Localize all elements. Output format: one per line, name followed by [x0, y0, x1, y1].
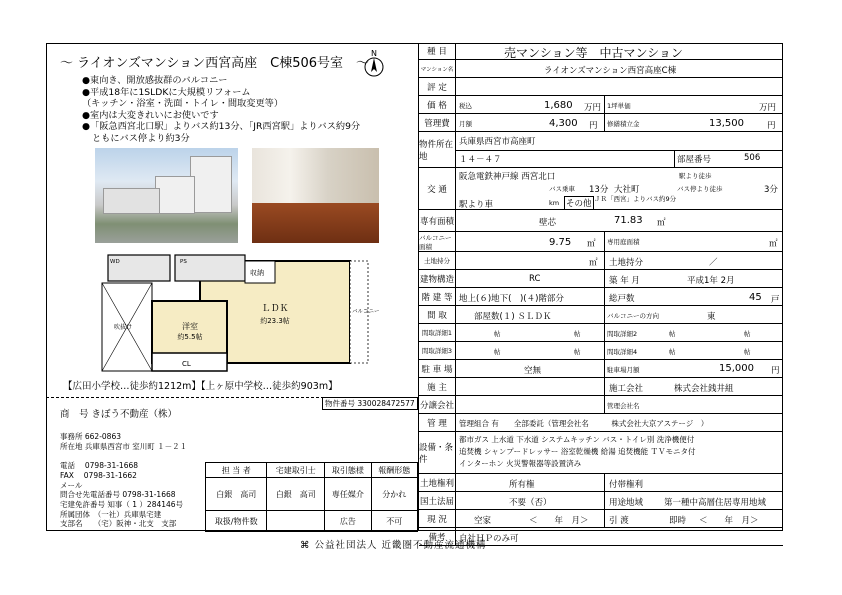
detail4-label: 間取詳細4: [607, 348, 638, 356]
row-label: 間取詳細3: [419, 342, 456, 359]
agent-line: 所属団体 （一社）兵庫県宅建: [60, 509, 162, 519]
agent-line: FAX 0798-31-1662: [60, 470, 137, 480]
parking-value: 空無: [524, 366, 542, 376]
row-label: 間取詳細1: [419, 324, 456, 341]
tatami-unit: 帖: [744, 348, 751, 356]
row-label: 間 取: [419, 306, 456, 323]
agent-line: メール: [60, 480, 83, 490]
tatami-unit: 帖: [574, 330, 581, 338]
agent-line: 事務所 662-0863: [60, 432, 121, 441]
price-value: 1,680: [544, 100, 573, 111]
tatami-unit: 帖: [669, 330, 676, 338]
bus-label: バス乗車: [549, 185, 575, 193]
land-right-value: 所有権: [509, 480, 535, 490]
agent-table-cell: [267, 511, 325, 532]
row-label: 分譲会社: [419, 396, 456, 413]
ldk-area: 約23.3帖: [260, 317, 290, 325]
tatami-unit: 帖: [669, 348, 676, 356]
wood-floor: [252, 203, 379, 243]
western-area: 約5.5帖: [177, 333, 203, 341]
row-label: バルコニー面積: [419, 232, 456, 251]
building-shape: [103, 188, 160, 214]
row-madori-detail1: [419, 324, 783, 342]
attached-right-label: 付帯権利: [609, 480, 644, 490]
row-traffic: [419, 168, 783, 210]
zoning-value: 第一種中高層住居専用地域: [664, 498, 767, 508]
agent-table-cell: 白銀 高司: [206, 478, 267, 511]
agent-line: 宅建免許番号 知事（ 1 ）284146号: [60, 499, 184, 509]
built-value: 平成1年 2月: [687, 276, 735, 286]
genkyo-date: ＜ 年 月＞: [529, 516, 589, 526]
row-hyotei: [419, 78, 783, 96]
row-balcony: [419, 232, 783, 252]
agent-table-cell: 白銀 高司: [267, 478, 325, 511]
school-distances: 【広田小学校…徒歩約1212m】【上ヶ原中学校…徒歩約903m】: [63, 381, 338, 392]
area-kind: 壁芯: [539, 218, 557, 228]
balcony-direction-label: バルコニーの方向: [607, 312, 659, 320]
row-genkyo: [419, 510, 783, 528]
agent-line: 問合せ先電話番号 0798-31-1668: [60, 490, 176, 500]
row-kind: [419, 43, 783, 60]
shuzen-value: 13,500: [709, 118, 744, 129]
bullet-line: ●東向き、開放感抜群のバルコニー: [82, 75, 228, 86]
kanri-unit: 円: [589, 121, 598, 131]
building-shape: [155, 176, 195, 214]
ldk-label: ＬＤＫ: [261, 304, 289, 314]
other-label: その他: [564, 196, 594, 210]
zoning-label: 用途地域: [609, 498, 644, 508]
property-code: 物件番号 330028472577: [322, 397, 418, 410]
room-label: 部屋番号: [677, 155, 712, 165]
balcony-unit: ㎡: [587, 239, 596, 249]
ps-label: PS: [180, 259, 187, 265]
row-floors: [419, 288, 783, 306]
land-share-label: 土地持分: [609, 258, 644, 268]
tatami-unit: 帖: [494, 348, 501, 356]
traffic-eki: 駅より徒歩: [679, 172, 712, 180]
land-unit: ㎡: [589, 258, 598, 268]
row-price: [419, 96, 783, 114]
agent-table: [205, 462, 418, 532]
compass-label: N: [371, 49, 377, 58]
bullet-line: ●「阪急西宮北口駅」よりバス約13分、「JR西宮駅」よりバス約9分: [82, 121, 361, 133]
agent-line: 所在地 兵庫県西宮市 室川町 １－２１: [60, 441, 188, 451]
row-label: 設備・条件: [419, 432, 456, 473]
agent-table-cell: 専任媒介: [325, 478, 371, 511]
shuzen-label: 修繕積立金: [607, 120, 640, 128]
balcony-label: バルコニー: [352, 309, 380, 315]
bus-walk: 3分: [764, 185, 778, 195]
row-label: マンション名: [419, 60, 456, 77]
row-label: 評 定: [419, 78, 456, 95]
property-title: ～ ライオンズマンション西宮高座 C棟506号室 ～: [60, 56, 370, 71]
row-land-right: [419, 474, 783, 492]
traffic-line: 阪急電鉄神戸線 西宮北口: [459, 172, 556, 182]
area-unit: ㎡: [657, 218, 666, 228]
agent-table-cell: 取扱/物件数: [206, 511, 267, 532]
floor-plan: [100, 253, 380, 373]
location-pref: 兵庫県西宮市高座町: [459, 137, 536, 147]
tsubo-label: 1坪単価: [607, 102, 631, 110]
row-parking: [419, 360, 783, 378]
units-label: 総戸数: [609, 294, 635, 304]
row-label: 管 理: [419, 414, 456, 431]
tatami-unit: 帖: [574, 348, 581, 356]
shuzen-unit: 円: [767, 121, 776, 131]
km-label: km: [549, 199, 560, 207]
agent-table-cell: 広告: [325, 511, 371, 532]
row-label: 国土法届: [419, 492, 456, 509]
location-block: １４－４７: [459, 155, 502, 165]
area-value: 71.83: [614, 215, 643, 226]
land-share-value: ／: [709, 258, 718, 268]
row-location: [419, 132, 783, 168]
agent-name: 商 号 きぼう不動産（株）: [60, 409, 178, 420]
row-label: 施 主: [419, 378, 456, 395]
kanri-value: 4,300: [549, 118, 578, 129]
bus-stop: 大社町: [614, 185, 640, 195]
north-compass-icon: [362, 48, 386, 78]
parking-fee-label: 駐車場月額: [607, 366, 640, 374]
setsubi-line: 追焚機 シャンプードレッサー 浴室乾燥機 給湯 追焚機能 ＴＶモニタ付: [459, 447, 696, 456]
row-madori-detail3: [419, 342, 783, 360]
garden-label: 専用庭面積: [607, 238, 640, 246]
bus-min: 13分: [589, 185, 609, 195]
row-label: 土地権利: [419, 474, 456, 491]
setsubi-line: 都市ガス 上水道 下水道 システムキッチン バス・トイレ別 洗浄機便付: [459, 435, 695, 444]
month-label: 月額: [459, 120, 472, 128]
units-value: 45: [749, 292, 762, 303]
western-label: 洋室: [182, 322, 198, 331]
row-label: 備考: [419, 528, 456, 545]
bikou-value: 自社ＨＰのみ可: [459, 534, 519, 544]
cl-label: CL: [182, 360, 191, 368]
row-label: 物件所在地: [419, 132, 456, 167]
agent-table-cell: 分かれ: [371, 478, 417, 511]
row-bikou: [419, 528, 783, 546]
madori-value: 部屋数(１) ＳＬＤＫ: [474, 312, 552, 322]
bullet-line: （キッチン・浴室・洗面・トイレ・間取変更等）: [82, 98, 284, 110]
fukinuke-label: 吹抜け: [114, 324, 133, 331]
row-value: ライオンズマンション西宮高座C棟: [544, 66, 677, 76]
structure-value: RC: [529, 274, 541, 284]
row-label: 種 目: [419, 43, 456, 59]
row-structure: [419, 270, 783, 288]
tatami-unit: 帖: [744, 330, 751, 338]
row-label: 価 格: [419, 96, 456, 113]
tatami-unit: 帖: [494, 330, 501, 338]
agent-table-header: 取引態様: [325, 463, 371, 478]
row-kanri-detail: [419, 414, 783, 432]
agent-table-header: 宅建取引士: [267, 463, 325, 478]
row-label: 建物構造: [419, 270, 456, 287]
setsubi-line: インターホン 火災警報器等設置済み: [459, 459, 582, 468]
parking-fee-value: 15,000: [719, 363, 754, 374]
parking-fee-unit: 円: [771, 366, 780, 376]
delivery-label: 引 渡: [609, 516, 629, 526]
row-label: 専有面積: [419, 210, 456, 231]
contractor-label: 施工会社: [609, 384, 644, 394]
balcony-value: 9.75: [549, 237, 572, 248]
row-value: 売マンション等 中古マンション: [504, 46, 683, 60]
agent-table-header: 報酬形態: [371, 463, 417, 478]
bullet-line: ●室内は大変きれいにお使いです: [82, 109, 219, 121]
built-label: 築 年 月: [609, 276, 640, 286]
row-name: [419, 60, 783, 78]
genkyo-value: 空家: [474, 516, 492, 526]
delivery-date: ＜ 年 月＞: [699, 516, 759, 526]
delivery-value: 即時: [669, 516, 687, 526]
kokudo-value: 不要（否）: [509, 498, 552, 508]
agent-table-cell: 不可: [371, 511, 417, 532]
property-detail-table: [419, 43, 783, 544]
agent-line: [60, 451, 187, 461]
row-madori: [419, 306, 783, 324]
row-label: 現 況: [419, 510, 456, 527]
contractor-value: 株式会社銭井組: [674, 384, 734, 394]
management-value: 管理組合 有 全部委託（管理会社名 株式会社大京アステージ ）: [459, 419, 709, 428]
wd-label: WD: [110, 259, 120, 265]
bullet-line: ともにバス停より約3分: [92, 132, 190, 144]
feature-bullets: [82, 75, 360, 145]
organization-logo-icon: ⌘: [300, 540, 315, 551]
car-label: 駅より車: [459, 200, 494, 210]
row-setsubi: [419, 432, 783, 474]
tsubo-unit: 万円: [759, 103, 777, 113]
row-label: 交 通: [419, 168, 456, 209]
floors-value: 地上(６)地下( )(４)階部分: [459, 294, 564, 304]
manager-label: 管理会社名: [607, 402, 640, 410]
balcony-direction: 東: [707, 312, 716, 322]
other-note: ＪＲ「西宮」よりバス約9分: [594, 195, 677, 203]
building-exterior-photo: [95, 148, 238, 243]
agent-table-header: 担 当 者: [206, 463, 267, 478]
garden-unit: ㎡: [769, 239, 778, 249]
tax-label: 税込: [459, 102, 472, 110]
interior-ldk-photo: [252, 148, 379, 243]
agent-line: 支部名 （宅）阪神・北支 支部: [60, 519, 177, 529]
bullet-line: ●平成18年に1SLDKに大規模リフォーム: [82, 86, 251, 98]
units-unit: 戸: [771, 295, 780, 305]
row-bunjo: [419, 396, 783, 414]
price-unit: 万円: [584, 103, 602, 113]
row-label: 土地持分: [419, 252, 456, 269]
row-kokudo: [419, 492, 783, 510]
storage-label: 収納: [250, 269, 264, 277]
agent-line: 電話 0798-31-1668: [60, 461, 139, 471]
row-kanri: [419, 114, 783, 132]
row-area: [419, 210, 783, 232]
room-value: 506: [744, 153, 761, 163]
footer-text: 公益社団法人 近畿圏不動産流通機構: [314, 540, 487, 551]
row-label: 階 建 等: [419, 288, 456, 305]
row-seko: [419, 378, 783, 396]
row-label: 管理費: [419, 114, 456, 131]
detail2-label: 間取詳細2: [607, 330, 638, 338]
row-label: 駐 車 場: [419, 360, 456, 377]
row-land: [419, 252, 783, 270]
agent-info: [60, 432, 187, 529]
bus-walk-label: バス停より徒歩: [677, 185, 723, 193]
building-shape: [190, 156, 232, 213]
